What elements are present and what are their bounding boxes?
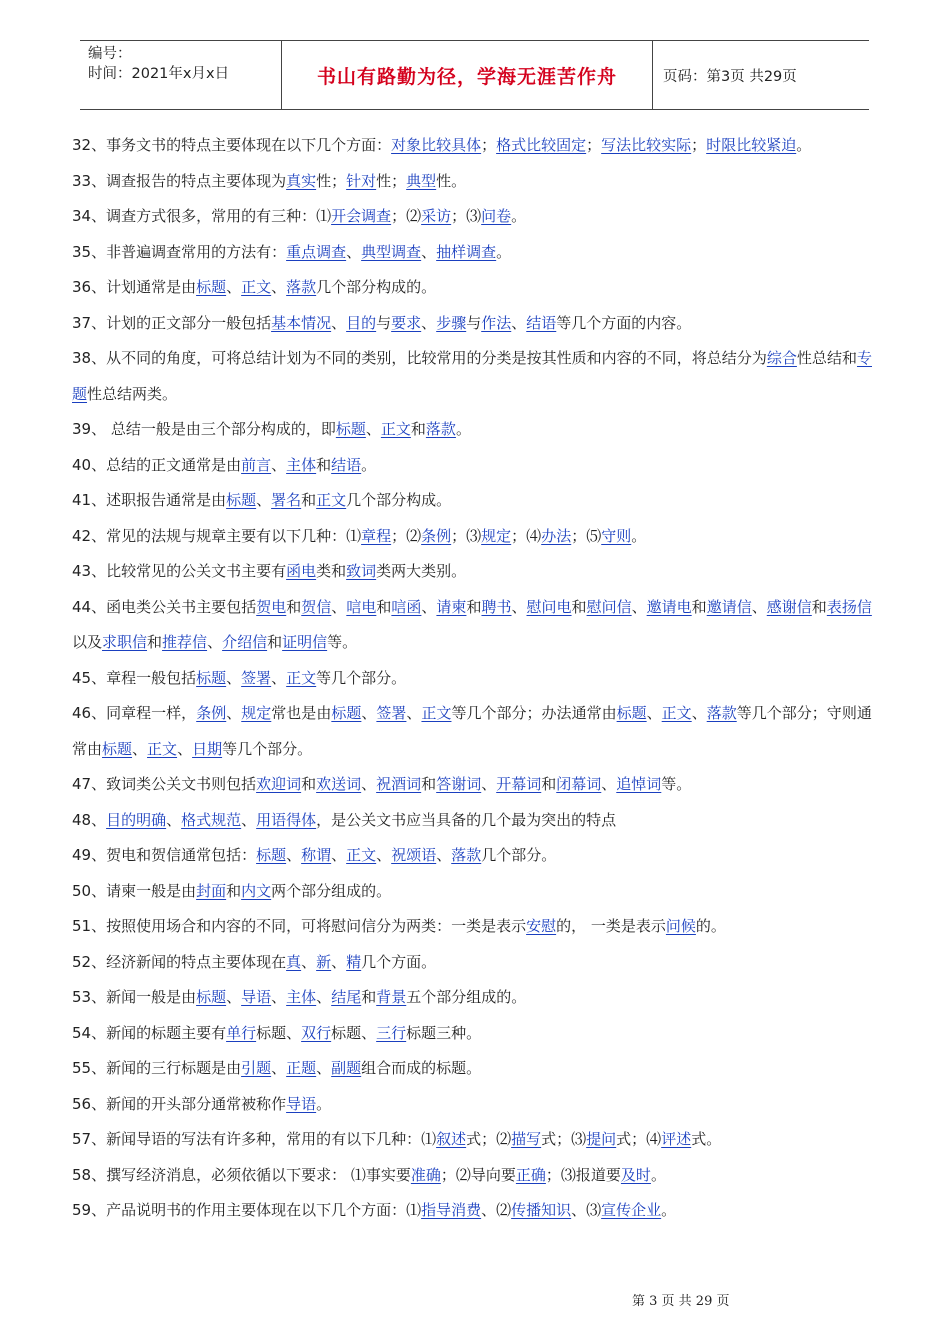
answer-text: 专题 <box>72 349 872 403</box>
question-item <box>72 590 872 661</box>
question-text: 和 <box>267 633 283 651</box>
question-text: 和 <box>691 597 707 616</box>
question-text: 性总结和 <box>796 349 857 367</box>
question-item <box>72 306 872 342</box>
answer-text: 结尾 <box>331 988 362 1006</box>
question-text: 45、章程一般包括 <box>72 668 197 687</box>
question-text: ；⑵导向要 <box>440 1165 516 1184</box>
answer-text: 欢迎词 <box>256 775 302 793</box>
question-text: 32、事务文书的特点主要体现在以下几个方面： <box>72 136 392 154</box>
answer-text: 结语 <box>526 313 557 332</box>
answer-text: 安慰 <box>526 917 557 935</box>
question-text: 43、比较常见的公关文书主要有 <box>72 562 287 580</box>
answer-text: 重点调查 <box>286 242 347 261</box>
question-text: 、 <box>331 313 347 332</box>
question-text: 。 <box>455 420 471 438</box>
question-text: 式。 <box>691 1130 722 1148</box>
answer-text: 叙述 <box>436 1130 467 1148</box>
question-text: 、 <box>226 704 242 722</box>
question-text: 和 <box>376 597 392 616</box>
answer-text: 目的 <box>346 313 377 332</box>
question-text: 和 <box>410 420 426 438</box>
question-text: 、 <box>691 704 707 722</box>
question-text: 和 <box>571 597 587 616</box>
answer-text: 贺电 <box>256 597 287 616</box>
question-item <box>72 235 872 271</box>
question-text: 、 <box>365 420 381 438</box>
answer-text: 规定 <box>481 526 512 545</box>
question-item <box>72 1016 872 1052</box>
question-item <box>72 199 872 235</box>
answer-text: 正文 <box>241 278 272 296</box>
answer-text: 祝酒词 <box>376 775 422 793</box>
question-text: 、 <box>166 810 182 829</box>
answer-text: 问卷 <box>481 207 512 225</box>
answer-text: 函电 <box>286 562 317 580</box>
question-text: 、 <box>207 633 223 651</box>
question-text: ；⑸ <box>571 526 602 545</box>
answer-text: 引题 <box>241 1059 272 1077</box>
question-text: 、 <box>511 313 527 332</box>
question-text: 、 <box>271 988 287 1006</box>
answer-text: 证明信 <box>282 633 328 651</box>
answer-text: 正题 <box>286 1059 317 1077</box>
answer-text: 典型调查 <box>361 242 422 261</box>
question-text: 、⑶ <box>571 1201 602 1219</box>
question-text: 57、新闻导语的写法有许多种，常用的有以下几种：⑴ <box>72 1130 437 1148</box>
question-text: 、 <box>226 988 242 1006</box>
question-text: ；⑵ <box>391 207 422 225</box>
question-text: 、 <box>271 455 287 474</box>
question-text: 。 <box>650 1165 666 1184</box>
question-text: 、 <box>132 739 148 758</box>
question-text: 以及 <box>72 633 103 651</box>
answer-text: 作法 <box>481 313 512 332</box>
answer-text: 背景 <box>376 988 407 1006</box>
question-item <box>72 519 872 555</box>
question-text: 52、经济新闻的特点主要体现在 <box>72 952 287 971</box>
answer-text: 标题 <box>196 668 227 687</box>
question-text: 等几个部分；守则通常由 <box>72 704 872 758</box>
question-text: 、 <box>241 810 257 829</box>
question-text: 38、从不同的角度，可将总结计划为不同的类别，比较常用的分类是按其性质和内容的不同，将总结分为 <box>72 349 767 367</box>
question-text: 、⑵ <box>481 1201 512 1219</box>
question-text: 等几个部分；办法通常由 <box>451 704 617 722</box>
answer-text: 章程 <box>361 526 392 545</box>
question-text: 51、按照使用场合和内容的不同，可将慰问信分为两类：一类是表示 <box>72 917 527 935</box>
question-text: 和 <box>147 633 163 651</box>
answer-text: 答谢词 <box>436 775 482 793</box>
answer-text: 导语 <box>241 988 272 1006</box>
question-text: 49、贺电和贺信通常包括： <box>72 846 257 864</box>
answer-text: 落款 <box>451 846 482 864</box>
question-text: 54、新闻的标题主要有 <box>72 1023 227 1042</box>
question-text: 、 <box>226 278 242 296</box>
question-text: 、 <box>361 775 377 793</box>
question-text: 等。 <box>661 775 692 793</box>
question-text: 。 <box>796 136 812 154</box>
answer-text: 追悼词 <box>616 775 662 793</box>
question-text: 类和 <box>316 562 347 580</box>
question-text: 42、常见的法规与规章主要有以下几种：⑴ <box>72 526 362 545</box>
answer-text: 前言 <box>241 455 272 474</box>
question-text: 53、新闻一般是由 <box>72 988 197 1006</box>
question-item <box>72 909 872 945</box>
question-text: ，是公关文书应当具备的几个最为突出的特点 <box>316 810 617 829</box>
document-number-label: 编号： <box>88 46 132 62</box>
question-text: 和 <box>286 597 302 616</box>
question-text: 。 <box>316 1094 332 1113</box>
question-item <box>72 270 872 306</box>
question-text: 58、撰写经济消息，必须依循以下要求： ⑴事实要 <box>72 1165 411 1184</box>
answer-text: 唁函 <box>391 597 422 616</box>
question-text: 。 <box>661 1201 677 1219</box>
question-text: 、 <box>481 775 497 793</box>
question-text: 、 <box>286 846 302 864</box>
question-text: 的。 <box>695 917 726 935</box>
answer-text: 欢送词 <box>316 775 362 793</box>
question-item <box>72 767 872 803</box>
answer-text: 签署 <box>376 704 407 722</box>
question-text: 、 <box>406 704 422 722</box>
answer-text: 格式比较固定 <box>496 136 587 154</box>
answer-text: 要求 <box>391 313 422 332</box>
answer-text: 宣传企业 <box>601 1201 662 1219</box>
answer-text: 双行 <box>301 1023 332 1042</box>
question-text: 、 <box>346 242 362 261</box>
answer-text: 正文 <box>316 491 347 509</box>
answer-text: 抽样调查 <box>436 242 497 261</box>
answer-text: 请柬 <box>436 597 467 616</box>
answer-text: 典型 <box>406 171 437 190</box>
answer-text: 评述 <box>661 1130 692 1148</box>
question-text: 、 <box>271 668 287 687</box>
page-header <box>80 40 869 110</box>
question-text: 、 <box>331 952 347 971</box>
answer-text: 署名 <box>271 491 302 509</box>
header-meta-cell <box>80 41 282 109</box>
answer-text: 贺信 <box>301 597 332 616</box>
answer-text: 步骤 <box>436 313 467 332</box>
answer-text: 主体 <box>286 988 317 1006</box>
question-text: 和 <box>301 775 317 793</box>
question-text: ； <box>691 136 707 154</box>
answer-text: 祝颂语 <box>391 846 437 864</box>
question-text: 标题、 <box>256 1023 302 1042</box>
answer-text: 采访 <box>421 207 452 225</box>
question-text: 标题、 <box>331 1023 377 1042</box>
answer-text: 指导消费 <box>421 1201 482 1219</box>
question-text: 、 <box>646 704 662 722</box>
answer-text: 用语得体 <box>256 810 317 829</box>
question-text: 性总结两类。 <box>87 384 178 403</box>
answer-text: 聘书 <box>481 597 512 616</box>
answer-text: 签署 <box>241 668 272 687</box>
answer-text: 办法 <box>541 526 572 545</box>
answer-text: 副题 <box>331 1059 362 1077</box>
question-text: 55、新闻的三行标题是由 <box>72 1059 242 1077</box>
question-text: 50、请柬一般是由 <box>72 881 197 900</box>
answer-text: 封面 <box>196 881 227 900</box>
question-text: 等几个方面的内容。 <box>556 313 692 332</box>
question-item <box>72 412 872 448</box>
question-item <box>72 838 872 874</box>
answer-text: 落款 <box>706 704 737 722</box>
answer-text: 单行 <box>226 1023 257 1042</box>
answer-text: 开会调查 <box>331 207 392 225</box>
question-text: ； <box>586 136 602 154</box>
answer-text: 时限比较紧迫 <box>706 136 797 154</box>
question-text: 、 <box>316 988 332 1006</box>
answer-text: 标题 <box>331 704 362 722</box>
question-text: 35、非普遍调查常用的方法有： <box>72 242 287 261</box>
question-text: 与 <box>466 313 482 332</box>
answer-text: 格式规范 <box>181 810 242 829</box>
answer-text: 精 <box>346 952 362 971</box>
question-item <box>72 483 872 519</box>
question-text: ；⑶ <box>451 526 482 545</box>
question-text: 几个方面。 <box>361 952 437 971</box>
answer-text: 及时 <box>620 1165 651 1184</box>
question-text: 。 <box>631 526 647 545</box>
question-text: 和 <box>316 455 332 474</box>
question-item <box>72 661 872 697</box>
document-body <box>72 128 872 1229</box>
question-item <box>72 1122 872 1158</box>
question-item <box>72 696 872 767</box>
question-item <box>72 1158 872 1194</box>
question-text: 36、计划通常是由 <box>72 278 197 296</box>
question-text: 式；⑶ <box>541 1130 587 1148</box>
answer-text: 邀请信 <box>706 597 752 616</box>
question-item <box>72 128 872 164</box>
question-text: 和 <box>361 988 377 1006</box>
question-text: 。 <box>361 455 377 474</box>
question-text: 、 <box>511 597 527 616</box>
question-text: 、 <box>631 597 647 616</box>
answer-text: 正文 <box>286 668 317 687</box>
answer-text: 标题 <box>102 739 133 758</box>
question-text: 、 <box>376 846 392 864</box>
question-text: ；⑷ <box>511 526 542 545</box>
question-text: 两个部分组成的。 <box>271 881 392 900</box>
answer-text: 守则 <box>601 526 632 545</box>
question-item <box>72 164 872 200</box>
question-text: 、 <box>256 491 272 509</box>
question-text: 、 <box>177 739 193 758</box>
answer-text: 表扬信 <box>826 597 872 616</box>
answer-text: 传播知识 <box>511 1201 572 1219</box>
answer-text: 唁电 <box>346 597 377 616</box>
question-text: 和 <box>226 881 242 900</box>
page-footer: 第 3 页 共 29 页 <box>632 1294 730 1309</box>
question-text: 。 <box>496 242 512 261</box>
question-text: 性； <box>316 171 347 190</box>
question-text: 、 <box>316 1059 332 1077</box>
question-text: 、 <box>271 1059 287 1077</box>
question-text: ；⑶报道要 <box>545 1165 621 1184</box>
question-text: 类两大类别。 <box>376 562 467 580</box>
answer-text: 标题 <box>335 420 366 438</box>
question-text: 、 <box>226 668 242 687</box>
answer-text: 真实 <box>286 171 317 190</box>
answer-text: 新 <box>316 952 332 971</box>
document-date-label: 时间：2021年x月x日 <box>88 66 230 82</box>
question-text: 、 <box>751 597 767 616</box>
header-page-info: 页码：第3页 共29页 <box>663 68 797 85</box>
answer-text: 结语 <box>331 455 362 474</box>
answer-text: 邀请电 <box>646 597 692 616</box>
answer-text: 致词 <box>346 562 377 580</box>
question-item <box>72 945 872 981</box>
question-text: 33、调查报告的特点主要体现为 <box>72 171 287 190</box>
answer-text: 三行 <box>376 1023 407 1042</box>
question-item <box>72 1087 872 1123</box>
answer-text: 针对 <box>346 171 377 190</box>
question-text: 39、 总结一般是由三个部分构成的，即 <box>72 420 336 438</box>
answer-text: 问候 <box>665 917 696 935</box>
question-text: 与 <box>376 313 392 332</box>
question-text: 、 <box>436 846 452 864</box>
answer-text: 写法比较实际 <box>601 136 692 154</box>
header-motto: 书山有路勤为径，学海无涯苦作舟 <box>282 41 653 109</box>
answer-text: 正确 <box>515 1165 546 1184</box>
question-text: 式；⑵ <box>466 1130 512 1148</box>
question-text: 式；⑷ <box>616 1130 662 1148</box>
answer-text: 落款 <box>425 420 456 438</box>
question-text: 40、总结的正文通常是由 <box>72 455 242 474</box>
answer-text: 慰问电 <box>526 597 572 616</box>
answer-text: 标题 <box>196 988 227 1006</box>
answer-text: 条例 <box>421 526 452 545</box>
answer-text: 求职信 <box>102 633 148 651</box>
question-text: 、 <box>301 952 317 971</box>
question-text: 和 <box>811 597 827 616</box>
question-text: 41、述职报告通常是由 <box>72 491 227 509</box>
question-text: ；⑶ <box>451 207 482 225</box>
question-text: 。 <box>511 207 527 225</box>
answer-text: 慰问信 <box>586 597 632 616</box>
answer-text: 标题 <box>226 491 257 509</box>
question-text: ； <box>481 136 497 154</box>
answer-text: 正文 <box>346 846 377 864</box>
question-text: 、 <box>601 775 617 793</box>
question-text: 46、同章程一样， <box>72 704 197 722</box>
answer-text: 称谓 <box>301 846 332 864</box>
answer-text: 主体 <box>286 455 317 474</box>
answer-text: 正文 <box>380 420 411 438</box>
answer-text: 真 <box>286 952 302 971</box>
question-text: 47、致词类公关文书则包括 <box>72 775 257 793</box>
question-text: 常也是由 <box>271 704 332 722</box>
answer-text: 标题 <box>256 846 287 864</box>
question-text: 五个部分组成的。 <box>406 988 527 1006</box>
answer-text: 对象比较具体 <box>391 136 482 154</box>
question-text: 、 <box>271 278 287 296</box>
question-text: 、 <box>421 597 437 616</box>
answer-text: 感谢信 <box>766 597 812 616</box>
question-item <box>72 1193 872 1229</box>
question-text: 37、计划的正文部分一般包括 <box>72 313 272 332</box>
answer-text: 标题 <box>196 278 227 296</box>
question-item <box>72 1051 872 1087</box>
question-text: 性； <box>376 171 407 190</box>
question-item <box>72 554 872 590</box>
question-text: 、 <box>421 313 437 332</box>
question-text: 性。 <box>436 171 467 190</box>
question-text: 等。 <box>327 633 358 651</box>
answer-text: 推荐信 <box>162 633 208 651</box>
question-item <box>72 874 872 910</box>
question-text: 几个部分构成的。 <box>316 278 437 296</box>
question-text: 、 <box>331 846 347 864</box>
question-text: ；⑵ <box>391 526 422 545</box>
question-text: 48、 <box>72 810 107 829</box>
answer-text: 标题 <box>616 704 647 722</box>
question-text: 和 <box>541 775 557 793</box>
answer-text: 正文 <box>147 739 178 758</box>
answer-text: 提问 <box>586 1130 617 1148</box>
question-text: 等几个部分。 <box>316 668 407 687</box>
answer-text: 导语 <box>286 1094 317 1113</box>
answer-text: 综合 <box>766 349 797 367</box>
question-item <box>72 341 872 412</box>
answer-text: 正文 <box>421 704 452 722</box>
question-text: 44、函电类公关书主要包括 <box>72 597 257 616</box>
answer-text: 基本情况 <box>271 313 332 332</box>
question-text: 和 <box>466 597 482 616</box>
answer-text: 开幕词 <box>496 775 542 793</box>
answer-text: 闭幕词 <box>556 775 602 793</box>
question-text: 的， 一类是表示 <box>556 917 666 935</box>
question-text: 和 <box>301 491 317 509</box>
question-text: 、 <box>331 597 347 616</box>
question-text: 和 <box>421 775 437 793</box>
question-text: 组合而成的标题。 <box>361 1059 482 1077</box>
answer-text: 落款 <box>286 278 317 296</box>
question-text: 56、新闻的开头部分通常被称作 <box>72 1094 287 1113</box>
answer-text: 准确 <box>410 1165 441 1184</box>
answer-text: 目的明确 <box>106 810 167 829</box>
question-item <box>72 448 872 484</box>
question-item <box>72 980 872 1016</box>
question-item <box>72 803 872 839</box>
answer-text: 规定 <box>241 704 272 722</box>
question-text: 几个部分。 <box>481 846 557 864</box>
question-text: 几个部分构成。 <box>346 491 452 509</box>
answer-text: 介绍信 <box>222 633 268 651</box>
answer-text: 条例 <box>196 704 227 722</box>
question-text: 、 <box>421 242 437 261</box>
question-text: 59、产品说明书的作用主要体现在以下几个方面：⑴ <box>72 1201 422 1219</box>
answer-text: 日期 <box>192 739 223 758</box>
answer-text: 描写 <box>511 1130 542 1148</box>
answer-text: 正文 <box>661 704 692 722</box>
question-text: 标题三种。 <box>406 1023 482 1042</box>
question-text: 34、调查方式很多，常用的有三种：⑴ <box>72 207 332 225</box>
question-text: 、 <box>361 704 377 722</box>
answer-text: 内文 <box>241 881 272 900</box>
question-text: 等几个部分。 <box>222 739 313 758</box>
